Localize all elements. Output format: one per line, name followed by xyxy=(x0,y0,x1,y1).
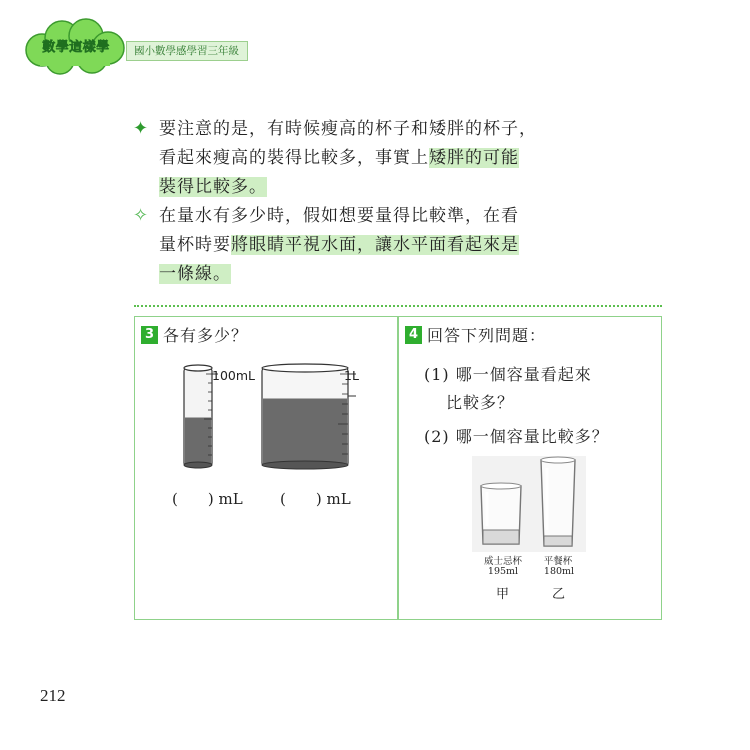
exercise-4-question: 回答下列問題： xyxy=(427,326,547,345)
tip2-line-3 xyxy=(159,260,519,289)
glass-b-name: 乙 xyxy=(552,587,566,602)
section-divider xyxy=(134,305,662,307)
page-number: 212 xyxy=(40,686,66,705)
tip2-line-2 xyxy=(159,231,519,260)
question-4-2: (2) 哪一個容量比較多？ xyxy=(424,427,609,446)
exercise-4-number: 4 xyxy=(405,326,422,344)
exercise-3-question: 各有多少？ xyxy=(163,326,249,345)
glass-a-type: 威士忌杯 xyxy=(483,556,522,567)
hollow-star-bullet-icon: ✧ xyxy=(133,205,149,226)
tip1-line-2-plain: 看起來瘦高的裝得比較多，事實上 xyxy=(159,148,429,168)
solid-star-bullet-icon: ✦ xyxy=(133,118,149,139)
tip1-line-3 xyxy=(159,173,537,202)
tip1-line-2-highlight: 矮胖的可能 xyxy=(429,148,519,168)
tip2-line-2-plain: 量杯時要 xyxy=(159,235,231,255)
series-title: 國小數學感學習三年級 xyxy=(134,45,239,57)
exercise-3-number: 3 xyxy=(141,326,158,344)
glass-a-volume: 195ml xyxy=(487,566,519,577)
tip1-line-3-highlight: 裝得比較多。 xyxy=(159,177,267,197)
answer-blank-beaker[interactable]: ( ) mL xyxy=(280,490,351,508)
tall-glass-icon xyxy=(538,456,578,550)
glass-b-volume: 180ml xyxy=(543,566,575,577)
tip2-line-1: 在量水有多少時，假如想要量得比較準，在看 xyxy=(159,206,519,226)
beaker-icon xyxy=(258,360,358,472)
cylinder-capacity-label: 100mL xyxy=(212,368,255,383)
question-4-1-line-1: (1) 哪一個容量看起來 xyxy=(424,365,592,384)
glass-a-name: 甲 xyxy=(496,587,510,602)
glass-b-type: 平餐杯 xyxy=(543,556,573,567)
whisky-glass-icon xyxy=(477,482,525,548)
tip2-line-3-highlight: 一條線。 xyxy=(159,264,231,284)
beaker-capacity-label: 1L xyxy=(344,368,359,383)
tip1-line-2 xyxy=(159,144,537,173)
logo-text: 數學這樣學 xyxy=(42,40,110,55)
tip2-line-2-highlight: 將眼睛平視水面，讓水平面看起來是 xyxy=(231,235,519,255)
answer-blank-cylinder[interactable]: ( ) mL xyxy=(172,490,243,508)
tip1-line-1: 要注意的是，有時候瘦高的杯子和矮胖的杯子， xyxy=(159,119,537,139)
question-4-1-line-2: 比較多？ xyxy=(446,393,515,412)
